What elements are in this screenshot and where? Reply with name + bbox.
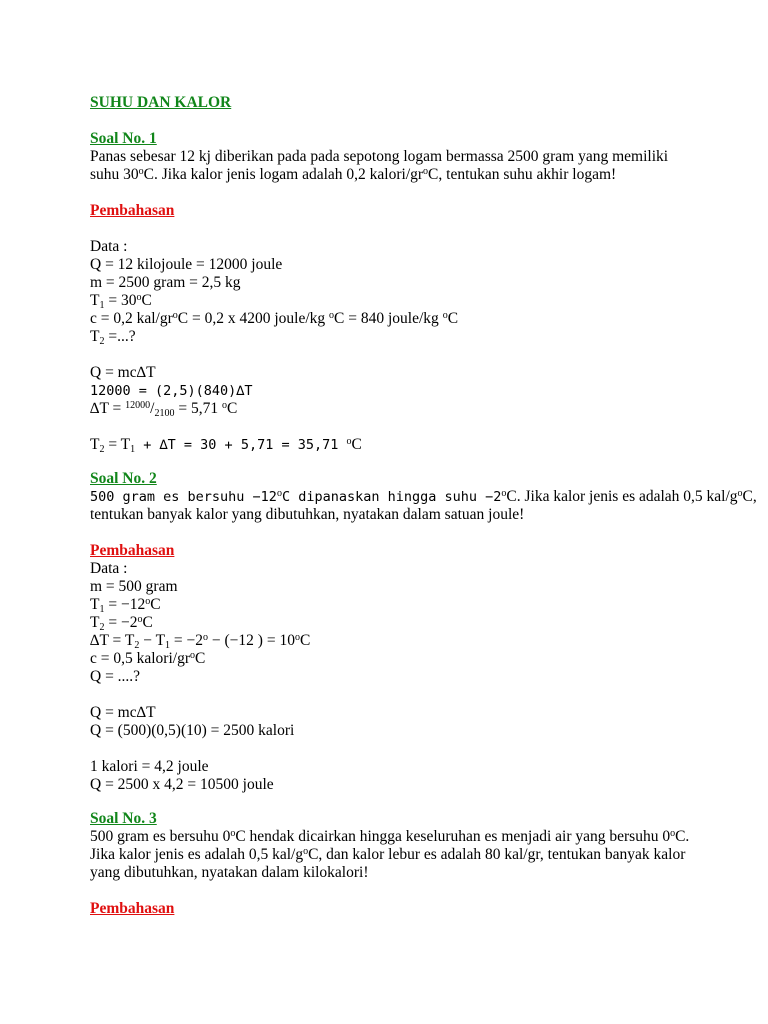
soal-1-question-line: suhu 30$^o$C. Jika kalor jenis logam adalah 0,2 kalori/$gr^oC$, tentukan suhu akhir logam! — [90, 166, 617, 183]
soal-2-heading: Soal No. 2 — [90, 470, 157, 487]
soal-3-heading: Soal No. 3 — [90, 810, 157, 827]
conversion-line: 1 kalori = 4,2 joule — [90, 758, 209, 775]
solution-line: $\Delta T = T_2 - T_1 = -2^o - (-12$ ) = $10^oC$ — [90, 632, 311, 651]
formula-line: 12000 = (2,5)(840)∆T — [90, 383, 253, 399]
result-line: Q = 2500 x 4,2 = 10500 joule — [90, 776, 274, 793]
solution-line: m = 500 gram — [90, 578, 178, 595]
soal-1-pembahasan-heading: Pembahasan — [90, 202, 175, 219]
solution-line: Q = 12 kilojoule = 12000 joule — [90, 256, 283, 273]
soal-3-question-line: 500 gram es bersuhu 0$^o$C hendak dicairkan hingga keseluruhan es menjadi air yang bersuhu 0$^o$C. — [90, 828, 690, 845]
data-label: Data : — [90, 238, 128, 255]
soal-3-question-line: yang dibutuhkan, nyatakan dalam kilokalori! — [90, 864, 369, 881]
formula-line: Q = mc∆T — [90, 364, 156, 381]
solution-line: m = 2500 gram = 2,5 kg — [90, 274, 241, 291]
solution-line: $T_1 = 30^oC$ — [90, 292, 152, 311]
solution-line: Q = ....? — [90, 668, 141, 685]
soal-2-pembahasan-heading: Pembahasan — [90, 542, 175, 559]
solution-line: $T_2 = -2^oC$ — [90, 614, 153, 633]
solution-line: c = 0,5 kalori/$gr^oC$ — [90, 650, 206, 667]
soal-3-question-line: Jika kalor jenis es adalah 0,5 kal/$g^oC$, dan kalor lebur es adalah 80 kal/gr, tentukan banyak kalor — [90, 846, 686, 863]
soal-1-heading: Soal No. 1 — [90, 130, 157, 147]
formula-line: Q = (500)(0,5)(10) = 2500 kalori — [90, 722, 295, 739]
soal-1-question-line: Panas sebesar 12 kj diberikan pada pada sepotong logam bermassa 2500 gram yang memiliki — [90, 148, 669, 165]
soal-3-pembahasan-heading: Pembahasan — [90, 900, 175, 917]
document-title: SUHU DAN KALOR — [90, 94, 232, 111]
solution-line: c = 0,2 kal/$gr^oC = 0,2$ x 4200 joule/kg $^o$C = 840 joule/kg $^o$C — [90, 310, 459, 327]
soal-2-question-line: tentukan banyak kalor yang dibutuhkan, nyatakan dalam satuan joule! — [90, 506, 525, 523]
result-line: $T_2 = T_1 + \Delta T = 30 + 5,71 = 35,71$ $^o$C — [90, 436, 362, 455]
data-label: Data : — [90, 560, 128, 577]
formula-line: Q = mc∆T — [90, 704, 156, 721]
soal-2-question-line: 500 gram es bersuhu $-12^oC$ dipanaskan hingga suhu $-2^oC$. Jika kalor jenis es adalah 0,5 kal/$g^oC$, — [90, 488, 757, 505]
solution-line: $T_1 = -12^oC$ — [90, 596, 161, 615]
formula-line: $\Delta T = ^{12000}/_{2100} = 5,71$ $^o$C — [90, 400, 238, 419]
solution-line: $T_2$ =...? — [90, 328, 136, 347]
